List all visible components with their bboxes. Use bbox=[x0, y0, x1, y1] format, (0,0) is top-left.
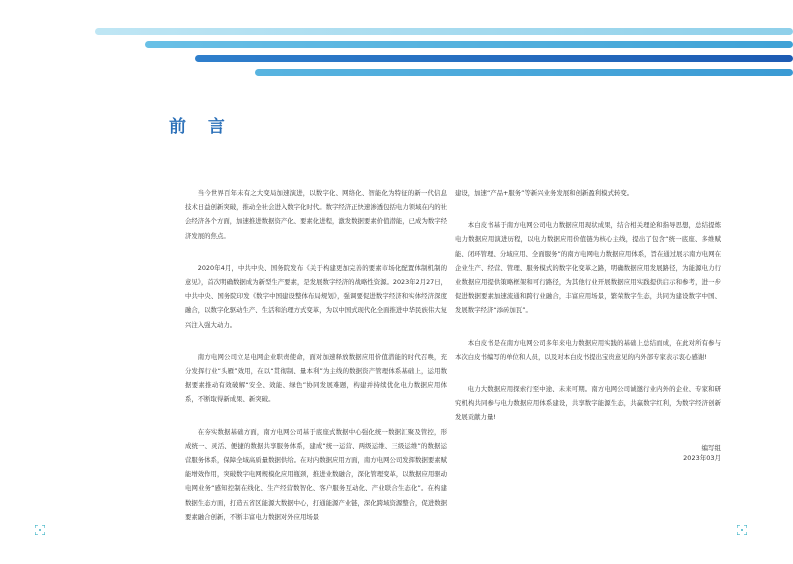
header-stripe-2 bbox=[145, 41, 793, 48]
header-stripe-4 bbox=[255, 69, 793, 76]
corner-mark-icon bbox=[737, 525, 747, 535]
header-stripe-3 bbox=[195, 55, 793, 62]
right-column bbox=[455, 186, 721, 463]
signature-author: 编写组 bbox=[701, 443, 721, 452]
paragraph: 本白皮书基于南方电网公司电力数据应用现状成果，结合相关理论和指导思想，总结提炼电力数据应用演进历程，以电力数据应用价值链为核心主线，提出了包含“统一底座、多维赋能、闭环管理、分域应用、全面服务”的南方电网电力数据应用体系，旨在通过展示南方电网在企业生产、经营、管理、服务模式的数字化变革之路，明确数据应用发展路径，为能源电力行业数据应用提供策略框架和可行路径，为其他行业开展数据应用实践提供启示和参考，进一步促进数据要素加速流通和跨行业融合，丰富应用场景，繁荣数字生态，共同为建设数字中国、发展数字经济“添砖加瓦”。 bbox=[455, 221, 721, 315]
signature bbox=[455, 443, 721, 463]
paragraph: 本白皮书是在南方电网公司多年来电力数据应用实践的基础上总结而成，在此对所有参与本次白皮书编写的单位和人员，以及对本白皮书提出宝贵意见的内外部专家表示衷心感谢! bbox=[455, 338, 721, 361]
paragraph: 在夯实数据基础方面，南方电网公司基于底座式数据中心强化统一数据汇聚及管控，形成统一、灵活、便捷的数据共享服务体系，建成“统一运营、两级运维、三级运维”的数据运营服务体系，保障全域高质量数据供给。在对内数据应用方面，南方电网公司发挥数据要素赋能增效作用，突破数字电网规模化应用瓶颈，推进业数融合，深化管理变革，以数据应用驱动电网业务“感知控制在线化、生产经营数智化、客户服务互动化、产业联合生态化”。在构建数据生态方面，打造五省区能源大数据中心，打通能源产业链，深化跨域资源整合，促进数据要素融合创新，不断丰富电力数据对外应用场景 bbox=[185, 427, 448, 521]
corner-mark-icon bbox=[35, 525, 45, 535]
signature-date: 2023年03月 bbox=[683, 453, 721, 462]
page-title: 前 言 bbox=[169, 117, 233, 137]
header-stripe-1 bbox=[95, 28, 793, 35]
paragraph: 当今世界百年未有之大变局加速演进，以数字化、网络化、智能化为特征的新一代信息技术日益创新突破，推动全社会进入数字化时代。数字经济正快速渗透包括电力领域在内的社会经济各个方面，加速推进数据资产化、要素化进程，激发数据要素价值潜能，已成为数字经济发展的焦点。 bbox=[185, 189, 448, 240]
paragraph: 南方电网公司立足电网企业职责使命，面对加速释放数据应用价值潜能的时代召唤，充分发挥行业“头雁”效用，在以“贯彻制、量本利”为主线的数据资产管理体系基础上，运用数据要素推动有效破解“安全、效能、绿色”协同发展难题，构建并持续优化电力数据应用体系，不断取得新成果、新突破。 bbox=[185, 352, 447, 404]
left-column bbox=[185, 186, 447, 542]
paragraph: 2020年4月，中共中央、国务院发布《关于构建更加完善的要素市场化配置体制机制的意见》，首次明确数据成为新型生产要素，是发展数字经济的战略性资源。2023年2月27日，中共中央、国务院印发《数字中国建设整体布局规划》，强调要促进数字经济和实体经济深度融合，以数字化驱动生产、生活和治理方式变革，为以中国式现代化全面推进中华民族伟大复兴注入强大动力。 bbox=[185, 263, 448, 329]
paragraph: 建设，加速“产品+服务”等新兴业务发展和创新盈利模式转变。 bbox=[455, 189, 634, 197]
paragraph: 电力大数据应用探索行至中途、未来可期。南方电网公司诚邀行业内外的企业、专家和研究机构共同参与电力数据应用体系建设，共享数字能源生态，共赢数字红利，为数字经济创新发展贡献力量! bbox=[455, 385, 721, 422]
